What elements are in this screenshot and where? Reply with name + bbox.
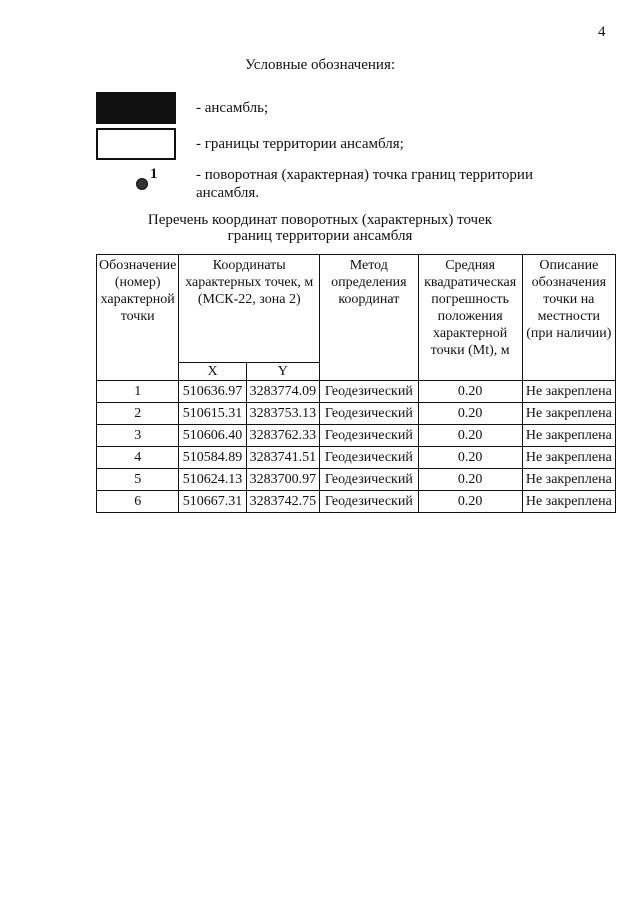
cell-method: Геодезический [320,491,419,513]
filled-rectangle-icon [96,92,176,124]
legend-title: Условные обозначения: [244,57,396,73]
cell-description: Не закреплена [522,469,615,491]
header-error: Средняя квадратическая погрешность положения характерной точки (Mt), м [418,255,522,381]
cell-description: Не закреплена [522,403,615,425]
cell-error: 0.20 [418,491,522,513]
cell-number: 1 [97,381,179,403]
cell-x: 510615.31 [179,403,246,425]
header-y: Y [246,363,319,381]
cell-error: 0.20 [418,469,522,491]
cell-x: 510606.40 [179,425,246,447]
header-description: Описание обозначения точки на местности (при наличии) [522,255,615,381]
cell-y: 3283742.75 [246,491,319,513]
cell-number: 3 [97,425,179,447]
header-x: X [179,363,246,381]
coordinates-list-title [0,212,640,244]
cell-description: Не закреплена [522,447,615,469]
cell-method: Геодезический [320,403,419,425]
cell-number: 6 [97,491,179,513]
table-row [97,381,616,403]
cell-error: 0.20 [418,381,522,403]
cell-description: Не закреплена [522,381,615,403]
outlined-rectangle-icon [96,128,176,160]
cell-y: 3283753.13 [246,403,319,425]
table-row [97,491,616,513]
header-coordinates: Координаты характерных точек, м (МСК-22, зона 2) [179,255,320,363]
list-title-line: Перечень координат поворотных (характерных) точек [147,212,493,228]
cell-method: Геодезический [320,381,419,403]
table-row [97,447,616,469]
cell-method: Геодезический [320,469,419,491]
legend-item-text: - границы территории ансамбля; [196,136,404,152]
cell-description: Не закреплена [522,425,615,447]
legend-item-text: - поворотная (характерная) точка границ территории ансамбля. [196,167,533,201]
cell-error: 0.20 [418,403,522,425]
table-row [97,425,616,447]
legend-item-text: - ансамбль; [196,100,269,116]
header-method: Метод определения координат [320,255,419,381]
list-title-line: границ территории ансамбля [227,228,413,244]
cell-x: 510624.13 [179,469,246,491]
table-row [97,469,616,491]
turning-point-label: 1 [150,166,158,182]
cell-error: 0.20 [418,425,522,447]
cell-y: 3283700.97 [246,469,319,491]
cell-number: 5 [97,469,179,491]
cell-method: Геодезический [320,447,419,469]
cell-y: 3283774.09 [246,381,319,403]
table-row [97,403,616,425]
coordinates-table [96,254,616,513]
cell-error: 0.20 [418,447,522,469]
cell-method: Геодезический [320,425,419,447]
turning-point-icon [136,178,148,190]
header-designation: Обозначение (номер) характерной точки [97,255,179,381]
cell-y: 3283762.33 [246,425,319,447]
cell-x: 510584.89 [179,447,246,469]
cell-number: 2 [97,403,179,425]
cell-x: 510636.97 [179,381,246,403]
cell-number: 4 [97,447,179,469]
cell-y: 3283741.51 [246,447,319,469]
page-number: 4 [598,24,606,40]
cell-x: 510667.31 [179,491,246,513]
cell-description: Не закреплена [522,491,615,513]
